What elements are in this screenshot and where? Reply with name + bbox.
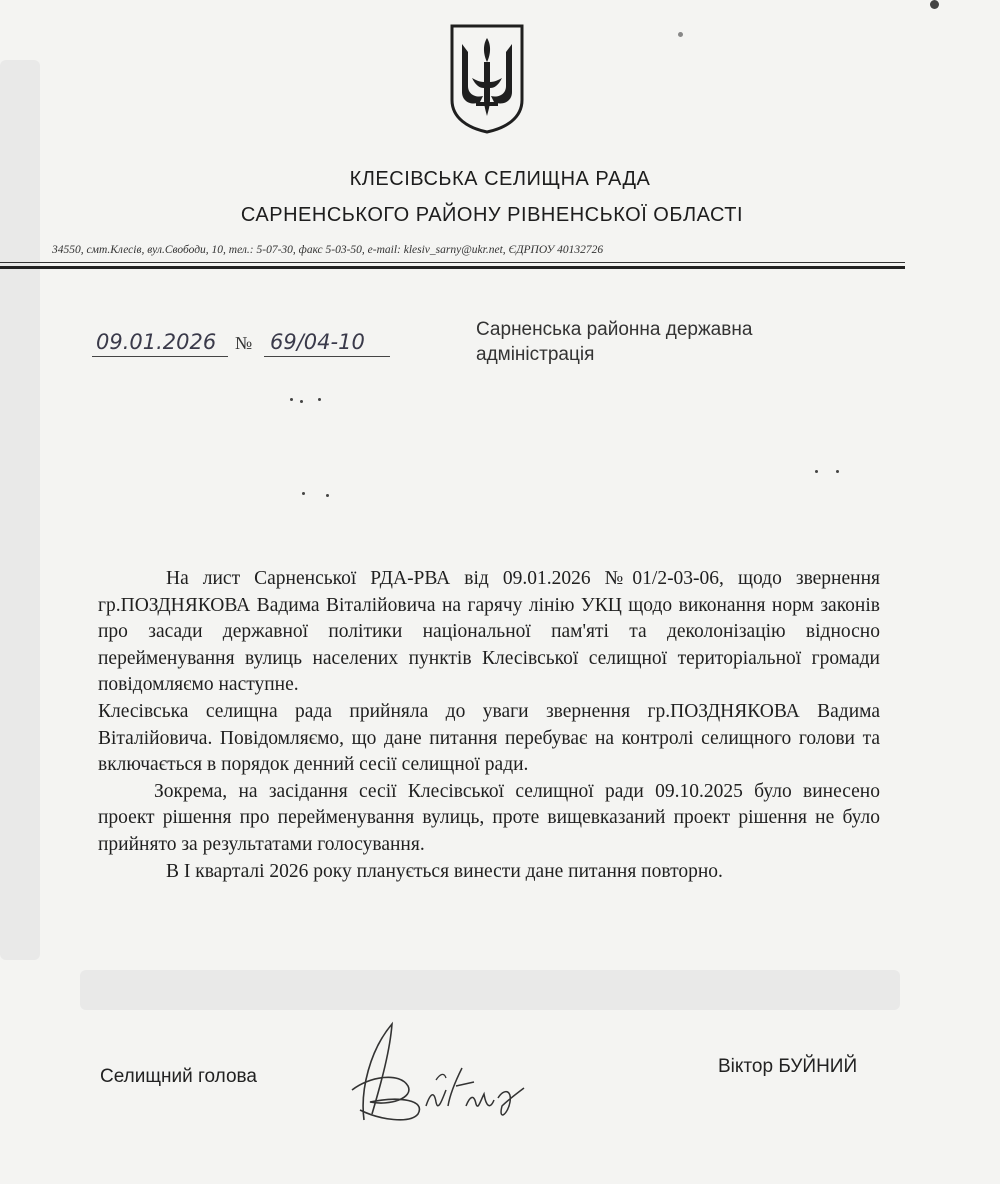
body-paragraph: Зокрема, на засідання сесії Клесівської селищної ради 09.10.2025 було винесено проект рішення про перейменування вулиць, проте вищевказаний проект рішення не було прийнято за результатами голосування. xyxy=(98,780,880,855)
outgoing-number: 69/04-10 xyxy=(270,330,365,354)
scan-speck xyxy=(815,470,818,473)
scan-speck xyxy=(318,398,321,401)
header-divider-thin xyxy=(0,262,905,263)
scan-smudge xyxy=(80,970,900,1010)
organization-name: КЛЕСІВСЬКА СЕЛИЩНА РАДА xyxy=(349,168,651,190)
handwritten-signature xyxy=(330,1010,540,1130)
body-paragraph: На лист Сарненської РДА-РВА від 09.01.2026 №01/2-03-06, щодо звернення гр.ПОЗДНЯКОВА Вадима Віталійовича на гарячу лінію УКЦ щодо виконання норм законів про засади державної політики національної пам'яті та деколонізацію відносно перейменування вулиць населених пунктів Клесівської селищної територіальної громади повідомляємо наступне. xyxy=(98,568,880,696)
scan-speck xyxy=(290,398,293,401)
organization-address: 34550, смт.Клесів, вул.Свободи, 10, тел.: 5-07-30, факс 5-03-50, e-mail: klesiv_sarny@ukr.net, ЄДРПОУ 40132726 xyxy=(52,244,604,256)
recipient-line: Сарненська районна державна xyxy=(476,319,753,340)
recipient-line: адміністрація xyxy=(476,344,595,365)
organization-region: САРНЕНСЬКОГО РАЙОНУ РІВНЕНСЬКОЇ ОБЛАСТІ xyxy=(240,204,744,226)
letter-body xyxy=(98,566,880,885)
recipient-block xyxy=(476,317,806,367)
number-underline xyxy=(264,356,390,357)
scan-speck xyxy=(300,400,303,403)
scan-speck xyxy=(302,492,305,495)
coat-of-arms-icon xyxy=(448,22,526,134)
signatory-title: Селищний голова xyxy=(100,1066,257,1087)
scan-smudge xyxy=(0,60,40,960)
header-divider-thick xyxy=(0,266,905,269)
number-sign: № xyxy=(235,333,253,353)
scan-speck xyxy=(836,470,839,473)
scan-speck xyxy=(678,32,683,37)
signatory-name: Віктор БУЙНИЙ xyxy=(718,1056,858,1077)
outgoing-date: 09.01.2026 xyxy=(96,330,217,354)
scan-speck xyxy=(930,0,939,9)
date-underline xyxy=(92,356,228,357)
body-paragraph: В І кварталі 2026 року планується винести дане питання повторно. xyxy=(166,860,723,882)
scan-speck xyxy=(326,494,329,497)
body-paragraph: Клесівська селищна рада прийняла до уваги звернення гр.ПОЗДНЯКОВА Вадима Віталійовича. Повідомляємо, що дане питання перебуває на контролі селищного голови та включається в порядок денний сесії селищної ради. xyxy=(98,700,880,776)
